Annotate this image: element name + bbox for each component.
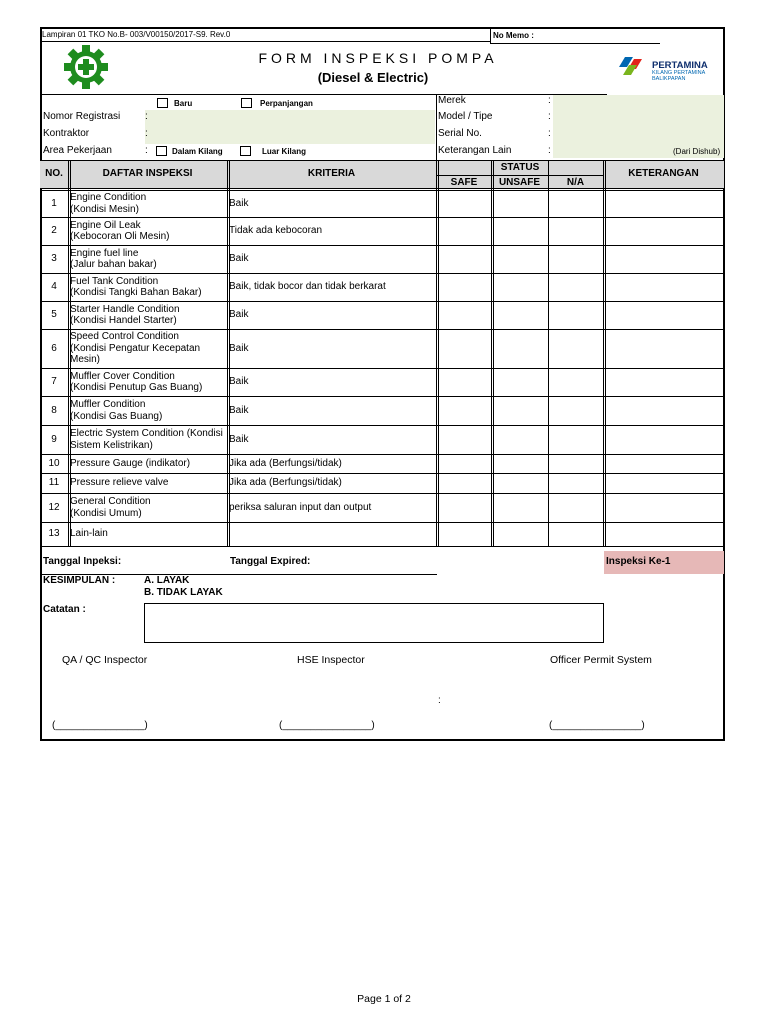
- dishub-note: (Dari Dishub): [673, 147, 721, 156]
- option-baru-label: Baru: [174, 99, 193, 108]
- unsafe-cell[interactable]: [493, 369, 548, 395]
- table-row: [40, 301, 724, 329]
- safe-cell[interactable]: [439, 426, 491, 453]
- column-header-na: N/A: [566, 177, 585, 188]
- kriteria-cell: periksa saluran input dan output: [229, 501, 372, 513]
- inspection-item-line: Mesin): [70, 354, 101, 366]
- signature-colon: :: [438, 695, 441, 706]
- table-row: [40, 493, 724, 522]
- brand-name: PERTAMINA: [652, 60, 708, 71]
- qa-qc-inspector-label: QA / QC Inspector: [62, 654, 148, 666]
- keterangan-cell[interactable]: [605, 426, 723, 453]
- keterangan-cell[interactable]: [605, 369, 723, 395]
- row-number: 7: [51, 376, 57, 387]
- kriteria-cell: Baik: [229, 433, 249, 445]
- safe-cell[interactable]: [439, 330, 491, 367]
- inspection-item-line: Sistem Kelistrikan): [70, 439, 153, 451]
- inspection-item-line: Starter Handle Condition: [70, 303, 180, 315]
- safe-cell[interactable]: [439, 274, 491, 300]
- na-cell[interactable]: [549, 246, 602, 272]
- kriteria-cell: Baik: [229, 253, 249, 264]
- row-number: 13: [48, 528, 60, 539]
- memo-field[interactable]: [540, 32, 660, 42]
- safe-cell[interactable]: [439, 218, 491, 244]
- kriteria-cell: Jika ada (Berfungsi/tidak): [229, 457, 342, 469]
- na-cell[interactable]: [549, 191, 602, 216]
- kesimpulan-label: KESIMPULAN :: [43, 575, 116, 586]
- safe-cell[interactable]: [439, 191, 491, 216]
- kriteria-cell: Baik: [229, 197, 249, 209]
- inspection-item-line: Fuel Tank Condition: [70, 275, 159, 287]
- option-perpanjangan-label: Perpanjangan: [260, 99, 313, 108]
- kriteria-cell: Tidak ada kebocoran: [229, 225, 323, 236]
- row-number: 12: [48, 501, 60, 513]
- inspection-item-line: Engine fuel line: [70, 247, 139, 259]
- na-cell[interactable]: [549, 302, 602, 328]
- kontraktor-label: Kontraktor: [43, 128, 90, 139]
- table-row: [40, 217, 724, 245]
- hse-inspector-label: HSE Inspector: [297, 654, 365, 666]
- model-tipe-field[interactable]: [556, 111, 716, 123]
- inspection-item-line: Lain-lain: [70, 528, 108, 540]
- na-cell[interactable]: [549, 218, 602, 244]
- kriteria-cell: Jika ada (Berfungsi/tidak): [229, 477, 342, 488]
- inspection-item-line: Muffler Condition: [70, 399, 146, 410]
- safe-cell[interactable]: [439, 246, 491, 272]
- unsafe-cell[interactable]: [493, 474, 548, 492]
- column-header-daftar-inspeksi: DAFTAR INSPEKSI: [102, 168, 193, 179]
- serial-no-label: Serial No.: [438, 128, 482, 139]
- form-subtitle: (Diesel & Electric): [317, 70, 429, 85]
- option-tidak-layak[interactable]: B. TIDAK LAYAK: [144, 587, 223, 598]
- keterangan-cell[interactable]: [605, 274, 723, 300]
- kriteria-cell: Baik, tidak bocor dan tidak berkarat: [229, 281, 386, 292]
- inspection-item-line: (Kondisi Pengatur Kecepatan: [70, 342, 201, 354]
- keterangan-lain-label: Keterangan Lain: [438, 145, 512, 156]
- column-header-keterangan: KETERANGAN: [628, 168, 699, 179]
- safe-cell[interactable]: [439, 397, 491, 424]
- inspeksi-ke-label: Inspeksi Ke-1: [606, 556, 671, 567]
- inspection-item-line: (Kondisi Handel Starter): [70, 315, 177, 326]
- row-number: 11: [48, 477, 60, 488]
- unsafe-cell[interactable]: [493, 274, 548, 300]
- checkbox-baru[interactable]: [157, 98, 168, 108]
- page-number: Page 1 of 2: [357, 993, 411, 1005]
- safe-cell[interactable]: [439, 302, 491, 328]
- kriteria-cell: Baik: [229, 309, 249, 320]
- kriteria-cell: Baik: [229, 342, 249, 354]
- gear-cross-logo-icon: [62, 44, 110, 90]
- model-tipe-label: Model / Tipe: [438, 111, 493, 122]
- unsafe-cell[interactable]: [493, 397, 548, 424]
- inspection-item-line: Pressure Gauge (indikator): [70, 457, 191, 469]
- qa-qc-signature-line[interactable]: (________________): [52, 720, 148, 731]
- keterangan-cell[interactable]: [605, 523, 723, 545]
- officer-signature-line[interactable]: (________________): [549, 720, 645, 731]
- pertamina-logo-icon: [617, 55, 649, 77]
- serial-no-field[interactable]: [556, 128, 716, 140]
- form-title: FORM INSPEKSI POMPA: [258, 50, 498, 66]
- officer-permit-system-label: Officer Permit System: [550, 654, 652, 666]
- table-row: [40, 190, 724, 217]
- inspection-item-line: (Kondisi Mesin): [70, 203, 139, 215]
- row-number: 9: [51, 433, 57, 445]
- merek-label: Merek: [438, 95, 466, 106]
- row-number: 8: [51, 404, 57, 416]
- na-cell[interactable]: [549, 274, 602, 300]
- nomor-registrasi-field[interactable]: [152, 111, 432, 123]
- option-dalam-kilang-label: Dalam Kilang: [172, 147, 223, 156]
- keterangan-cell[interactable]: [605, 455, 723, 472]
- keterangan-cell[interactable]: [605, 246, 723, 272]
- inspection-item-line: Pressure relieve valve: [70, 477, 169, 489]
- na-cell[interactable]: [549, 474, 602, 492]
- table-row: [40, 368, 724, 396]
- checkbox-dalam-kilang[interactable]: [156, 146, 167, 156]
- column-header-unsafe: UNSAFE: [498, 177, 541, 188]
- keterangan-cell[interactable]: [605, 218, 723, 244]
- row-number: 5: [51, 309, 57, 320]
- table-row: [40, 329, 724, 368]
- keterangan-cell[interactable]: [605, 191, 723, 216]
- kriteria-cell: Baik: [229, 376, 249, 387]
- na-cell[interactable]: [549, 494, 602, 521]
- tanggal-inspeksi-label: Tanggal Inpeksi:: [43, 556, 122, 567]
- column-header-status: STATUS: [500, 162, 540, 173]
- memo-label: No Memo :: [493, 31, 534, 40]
- column-header-safe: SAFE: [450, 177, 478, 188]
- row-number: 4: [51, 281, 57, 292]
- na-cell[interactable]: [549, 369, 602, 395]
- row-number: 6: [51, 342, 57, 354]
- na-cell[interactable]: [549, 426, 602, 453]
- unsafe-cell[interactable]: [493, 426, 548, 453]
- hse-signature-line[interactable]: (________________): [279, 720, 375, 731]
- unsafe-cell[interactable]: [493, 455, 548, 472]
- row-number: 1: [51, 197, 57, 209]
- area-pekerjaan-label: Area Pekerjaan: [43, 145, 112, 156]
- unsafe-cell[interactable]: [493, 523, 548, 545]
- keterangan-cell[interactable]: [605, 302, 723, 328]
- column-header-no: NO.: [45, 168, 63, 179]
- brand-subtitle-2: BALIKPAPAN: [652, 76, 686, 82]
- inspection-item-line: (Kebocoran Oli Mesin): [70, 231, 170, 242]
- tanggal-expired-label: Tanggal Expired:: [230, 556, 311, 567]
- option-luar-kilang-label: Luar Kilang: [262, 147, 307, 156]
- inspection-item-line: Speed Control Condition: [70, 331, 179, 343]
- inspection-item-line: (Kondisi Gas Buang): [70, 410, 163, 422]
- keterangan-cell[interactable]: [605, 474, 723, 492]
- kriteria-cell: Baik: [229, 404, 249, 416]
- inspection-item-line: (Kondisi Tangki Bahan Bakar): [70, 287, 202, 298]
- na-cell[interactable]: [549, 523, 602, 545]
- unsafe-cell[interactable]: [493, 302, 548, 328]
- inspection-item-line: (Kondisi Penutup Gas Buang): [70, 382, 203, 393]
- inspection-item-line: General Condition: [70, 496, 151, 507]
- unsafe-cell[interactable]: [493, 191, 548, 216]
- na-cell[interactable]: [549, 330, 602, 367]
- keterangan-cell[interactable]: [605, 494, 723, 521]
- safe-cell[interactable]: [439, 369, 491, 395]
- table-row: [40, 273, 724, 301]
- keterangan-cell[interactable]: [605, 330, 723, 367]
- keterangan-cell[interactable]: [605, 397, 723, 424]
- catatan-field[interactable]: [144, 603, 604, 643]
- table-row: [40, 396, 724, 425]
- table-row: [40, 473, 724, 493]
- row-number: 10: [48, 457, 60, 469]
- safe-cell[interactable]: [439, 523, 491, 545]
- table-row: [40, 522, 724, 546]
- na-cell[interactable]: [549, 397, 602, 424]
- inspection-item-line: Engine Condition: [70, 192, 147, 203]
- unsafe-cell[interactable]: [493, 494, 548, 521]
- checkbox-luar-kilang[interactable]: [240, 146, 251, 156]
- unsafe-cell[interactable]: [493, 246, 548, 272]
- unsafe-cell[interactable]: [493, 330, 548, 367]
- checkbox-perpanjangan[interactable]: [241, 98, 252, 108]
- table-row: [40, 245, 724, 273]
- inspection-item-line: (Kondisi Umum): [70, 507, 142, 519]
- table-row: [40, 454, 724, 473]
- brand-subtitle-1: KILANG PERTAMINA: [652, 70, 706, 76]
- inspection-item-line: (Jalur bahan bakar): [70, 259, 157, 270]
- unsafe-cell[interactable]: [493, 218, 548, 244]
- safe-cell[interactable]: [439, 474, 491, 492]
- nomor-registrasi-label: Nomor Registrasi: [43, 111, 121, 122]
- row-number: 3: [51, 253, 57, 264]
- kontraktor-field[interactable]: [152, 128, 432, 140]
- table-row: [40, 425, 724, 454]
- row-number: 2: [51, 225, 57, 236]
- inspection-item-line: Electric System Condition (Kondisi: [70, 428, 223, 439]
- safe-cell[interactable]: [439, 494, 491, 521]
- catatan-label: Catatan :: [43, 604, 86, 615]
- column-header-kriteria: KRITERIA: [307, 168, 356, 179]
- inspection-item-line: Muffler Cover Condition: [70, 370, 175, 382]
- safe-cell[interactable]: [439, 455, 491, 472]
- merek-field[interactable]: [556, 95, 716, 107]
- inspection-item-line: Engine Oil Leak: [70, 219, 141, 231]
- option-layak[interactable]: A. LAYAK: [144, 575, 190, 586]
- na-cell[interactable]: [549, 455, 602, 472]
- document-reference: Lampiran 01 TKO No.B- 003/V00150/2017-S9. Rev.0: [42, 30, 231, 39]
